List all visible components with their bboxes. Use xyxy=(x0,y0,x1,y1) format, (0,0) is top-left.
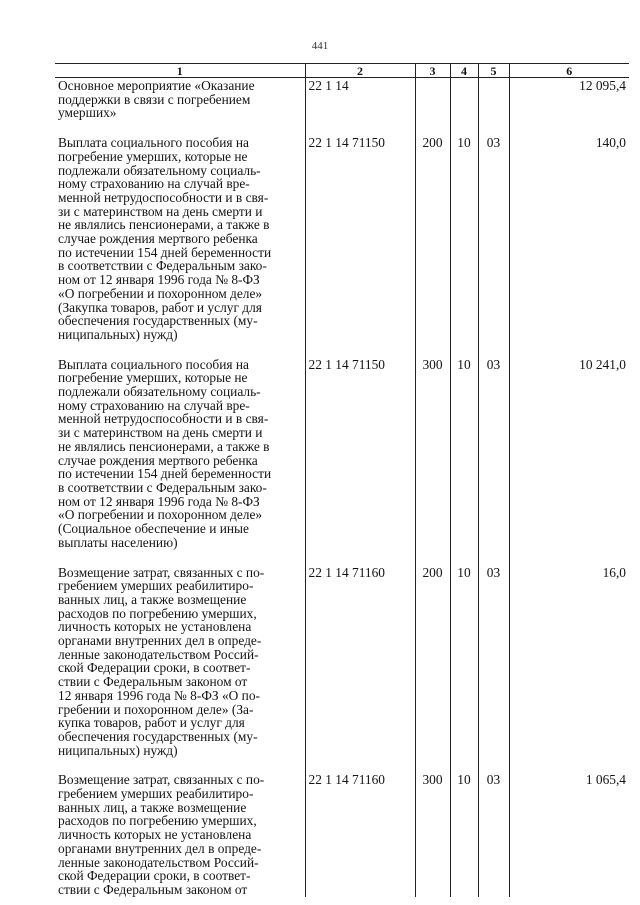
row-col4-cell: 10 xyxy=(450,565,478,773)
column-header-5: 5 xyxy=(478,64,509,78)
row-col4-cell xyxy=(450,78,478,136)
table-row xyxy=(55,565,629,773)
page-number: 441 xyxy=(311,40,329,52)
row-code-cell: 22 1 14 71160 xyxy=(305,565,415,773)
table-row xyxy=(55,135,629,357)
row-col3-cell: 300 xyxy=(415,357,450,565)
row-col5-cell: 03 xyxy=(478,772,509,896)
column-header-1: 1 xyxy=(55,64,305,78)
row-amount-cell: 10 241,0 xyxy=(579,356,626,372)
row-name-cell: Основное мероприятие «Оказание поддержки в связи с погребением умерших» xyxy=(55,78,305,136)
row-code-cell: 22 1 14 xyxy=(305,78,415,136)
row-col3-cell: 200 xyxy=(415,135,450,357)
table-row xyxy=(55,78,629,136)
column-header-2: 2 xyxy=(305,64,415,78)
row-amount-cell: 16,0 xyxy=(602,564,626,580)
column-header-4: 4 xyxy=(450,64,478,78)
row-name-cell: Возмещение затрат, связанных с по- гребением умерших реабилитиро- ванных лиц, а также возмещение расходов по погребению умерших, личность которых не установлена органами внутренних дел в опреде- ленные законодательством Россий- ской Федерации сроки, в соответ- ствии с Федеральным законом от xyxy=(55,772,305,896)
column-header-3: 3 xyxy=(415,64,450,78)
row-name-cell: Выплата социального пособия на погребение умерших, которые не подлежали обязательному социаль- ному страхованию на случай вре- менной нетрудоспособности и в свя- зи с материнством на день смерти и не являлись пенсионерами, а также в случае рождения мертвого ребенка по истечении 154 дней беременности в соответствии с Федеральным зако- ном от 12 января 1996 года № 8-ФЗ «О погребении и похоронном деле» (Социальное обеспечение и иные выплаты населению) xyxy=(55,357,305,565)
row-code-cell: 22 1 14 71150 xyxy=(305,357,415,565)
row-col4-cell: 10 xyxy=(450,135,478,357)
row-name-cell: Выплата социального пособия на погребение умерших, которые не подлежали обязательному социаль- ному страхованию на случай вре- менной нетрудоспособности и в свя- зи с материнством на день смерти и не являлись пенсионерами, а также в случае рождения мертвого ребенка по истечении 154 дней беременности в соответствии с Федеральным зако- ном от 12 января 1996 года № 8-ФЗ «О погребении и похоронном деле» (Закупка товаров, работ и услуг для обеспечения государственных (му- ниципальных) нужд) xyxy=(55,135,305,357)
budget-table-container xyxy=(55,63,629,897)
row-code-cell: 22 1 14 71160 xyxy=(305,772,415,896)
row-col3-cell: 300 xyxy=(415,772,450,896)
row-col5-cell: 03 xyxy=(478,135,509,357)
row-col5-cell xyxy=(478,78,509,136)
row-col4-cell: 10 xyxy=(450,357,478,565)
column-header-6: 6 xyxy=(509,64,629,78)
row-col3-cell xyxy=(415,78,450,136)
row-col4-cell: 10 xyxy=(450,772,478,896)
row-code-cell: 22 1 14 71150 xyxy=(305,135,415,357)
budget-table xyxy=(55,63,629,897)
table-row xyxy=(55,772,629,896)
row-amount-cell: 1 065,4 xyxy=(585,772,626,788)
row-col5-cell: 03 xyxy=(478,565,509,773)
row-amount-cell: 12 095,4 xyxy=(579,78,626,93)
table-row xyxy=(55,357,629,565)
row-col3-cell: 200 xyxy=(415,565,450,773)
row-col5-cell: 03 xyxy=(478,357,509,565)
row-amount-cell: 140,0 xyxy=(595,135,626,151)
row-name-cell: Возмещение затрат, связанных с по- гребением умерших реабилитиро- ванных лиц, а также возмещение расходов по погребению умерших, личность которых не установлена органами внутренних дел в опреде- ленные законодательством Россий- ской Федерации сроки, в соответ- ствии с Федеральным законом от 12 января 1996 года № 8-ФЗ «О по- гребении и похоронном деле» (За- купка товаров, работ и услуг для обеспечения государственных (му- ниципальных) нужд) xyxy=(55,565,305,773)
table-header-row xyxy=(55,64,629,78)
